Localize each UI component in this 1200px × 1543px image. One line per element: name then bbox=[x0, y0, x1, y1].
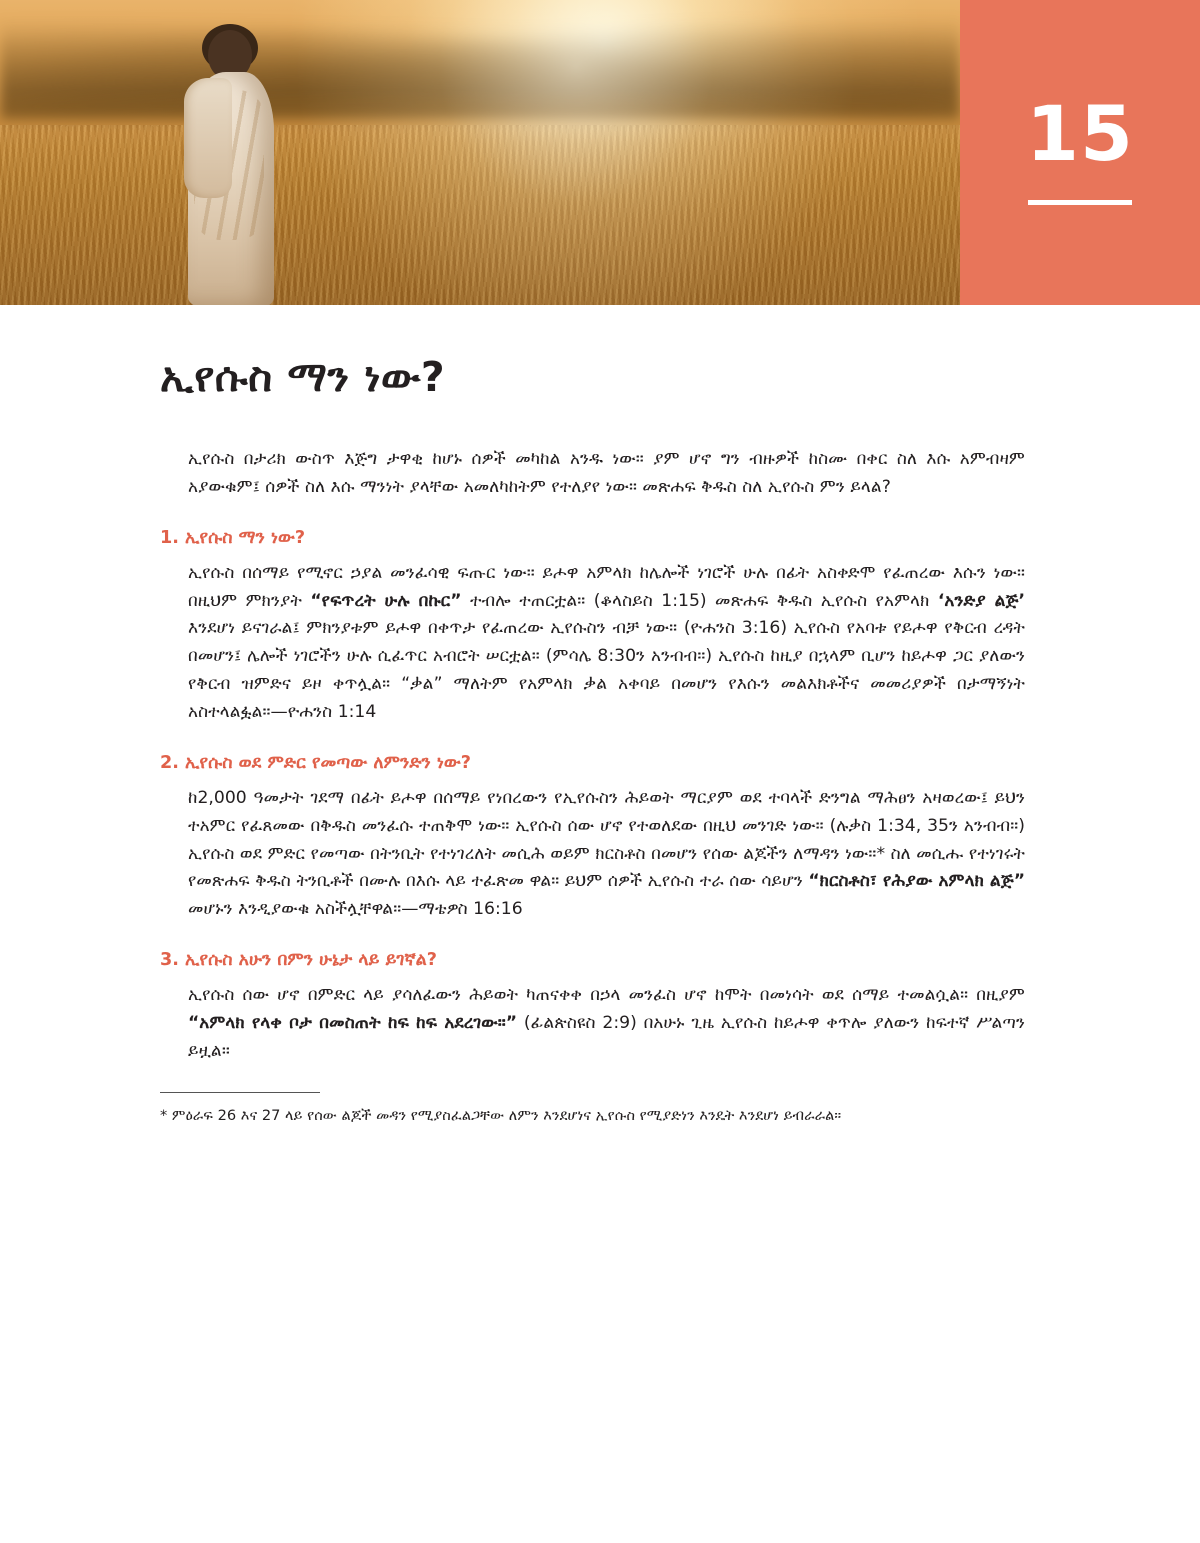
figure-shawl bbox=[184, 78, 232, 198]
section-1-paragraph: ኢየሱስ በሰማይ የሚኖር ኃያል መንፈሳዊ ፍጡር ነው። ይሖዋ አምላክ ከሌሎች ነገሮች ሁሉ በፊት አስቀድሞ የፈጠረው እሱን ነው። በዚህም ምክንያት “የፍጥረት ሁሉ በኩር” ተብሎ ተጠርቷል። (ቆላስይስ 1:15) መጽሐፍ ቅዱስ ኢየሱስ የአምላክ ‘አንድያ ልጅ’ እንደሆነ ይናገራል፤ ምክንያቱም ይሖዋ በቀጥታ የፈጠረው ኢየሱስን ብቻ ነው። (ዮሐንስ 3:16) ኢየሱስ የአባቱ የይሖዋ የቅርብ ረዳት በመሆን፤ ሌሎች ነገሮችን ሁሉ ሲፈጥር አብሮት ሠርቷል። (ምሳሌ 8:30ን አንብብ።) ኢየሱስ ከዚያ በኋላም ቢሆን ከይሖዋ ጋር ያለውን የቅርብ ዝምድና ይዞ ቀጥሏል። “ቃል” ማለትም የአምላክ ቃል አቀባይ በመሆን የእሱን መልእክቶችና መመሪያዎች በታማኝነት አስተላልፏል።—ዮሐንስ 1:14 bbox=[188, 562, 1025, 723]
article-body bbox=[0, 305, 1200, 1127]
section-3-heading: 3. ኢየሱስ አሁን በምን ሁኔታ ላይ ይገኛል? bbox=[160, 950, 437, 971]
section-3 bbox=[160, 950, 1025, 1066]
page-title: ኢየሱስ ማን ነው? bbox=[160, 353, 446, 401]
chapter-number: 15 bbox=[1026, 89, 1134, 178]
chapter-number-block bbox=[960, 0, 1200, 305]
section-1 bbox=[160, 528, 1025, 727]
lead-paragraph: ኢየሱስ በታሪክ ውስጥ እጅግ ታዋቂ ከሆኑ ሰዎች መካከል አንዱ ነው። ያም ሆኖ ግን ብዙዎች ከስሙ በቀር ስለ እሱ አምብዛም አያውቁም፤ ሰዎች ስለ እሱ ማንነት ያላቸው አመለካከትም የተለያየ ነው። መጽሐፍ ቅዱስ ስለ ኢየሱስ ምን ይላል? bbox=[188, 449, 1025, 497]
chapter-header bbox=[0, 0, 1200, 305]
footnote-text: * ምዕራፍ 26 እና 27 ላይ የሰው ልጆች መዳን የሚያስፈልጋቸው ለምን እንደሆነና ኢየሱስ የሚያድነን እንዴት እንደሆነ ይብራራል። bbox=[160, 1106, 842, 1124]
walking-figure bbox=[170, 20, 290, 305]
section-3-paragraph: ኢየሱስ ሰው ሆኖ በምድር ላይ ያሳለፈውን ሕይወት ካጠናቀቀ በኃላ መንፈስ ሆኖ ከሞት በመነሳት ወደ ሰማይ ተመልሷል። በዚያም “አምላክ የላቀ ቦታ በመስጠት ከፍ ከፍ አደረገው።” (ፊልጵስዩስ 2:9) በአሁኑ ጊዜ ኢየሱስ ከይሖዋ ቀጥሎ ያለውን ከፍተኛ ሥልጣን ይዟል። bbox=[188, 985, 1025, 1061]
footnote-divider bbox=[160, 1092, 320, 1093]
chapter-number-underline bbox=[1028, 200, 1132, 205]
section-1-heading: 1. ኢየሱስ ማን ነው? bbox=[160, 527, 306, 548]
section-2-heading: 2. ኢየሱስ ወደ ምድር የመጣው ለምንድን ነው? bbox=[160, 752, 471, 773]
section-2-paragraph: ከ2,000 ዓመታት ገደማ በፊት ይሖዋ በሰማይ የነበረውን የኢየሱስን ሕይወት ማርያም ወደ ተባላች ድንግል ማሕፀን አዛወረው፤ ይህን ተአምር የፈጸመው በቅዱስ መንፈሱ ተጠቅሞ ነው። ኢየሱስ ሰው ሆኖ የተወለደው በዚህ መንገድ ነው። (ሉቃስ 1:34, 35ን አንብብ።) ኢየሱስ ወደ ምድር የመጣው በትንቢት የተነገረለት መሲሕ ወይም ክርስቶስ በመሆን የሰው ልጆችን ለማዳን ነው።* ስለ መሲሑ የተነገሩት የመጽሐፍ ቅዱስ ትንቢቶች በሙሉ በእሱ ላይ ተፈጽመ ዋል። ይህም ሰዎች ኢየሱስ ተራ ሰው ሳይሆን “ክርስቶስ፣ የሕያው አምላክ ልጅ” መሆኑን እንዲያውቁ አስችሏቸዋል።—ማቴዎስ 16:16 bbox=[188, 787, 1025, 920]
section-2 bbox=[160, 753, 1025, 924]
grass-texture bbox=[0, 125, 960, 305]
hero-image bbox=[0, 0, 960, 305]
